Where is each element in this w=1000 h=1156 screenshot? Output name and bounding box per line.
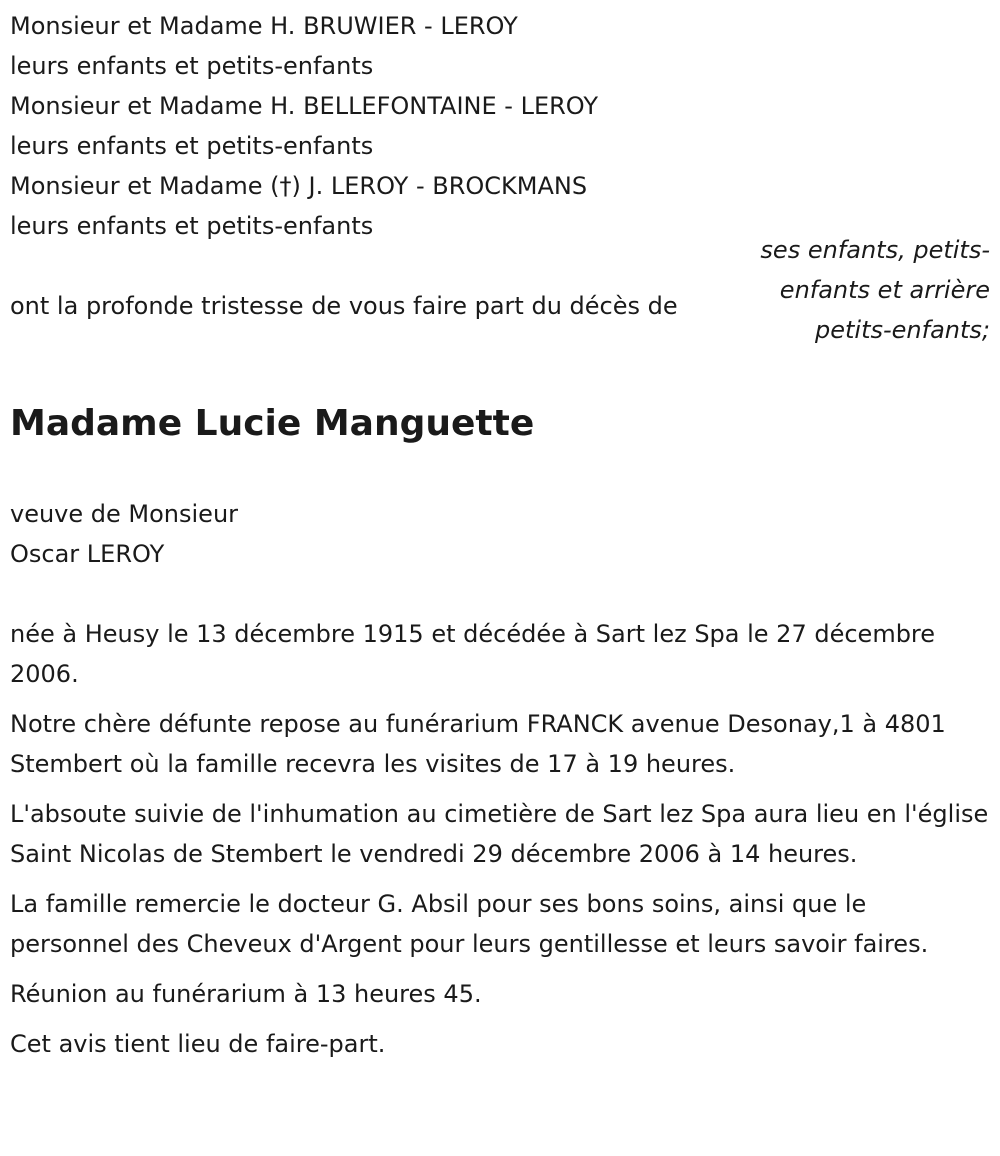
birth-death-dates: née à Heusy le 13 décembre 1915 et décédée à Sart lez Spa le 27 décembre 2006. <box>10 620 936 688</box>
funeral-home-info: Notre chère défunte repose au funérarium FRANCK avenue Desonay,1 à 4801 Stembert où la famille recevra les visites de 17 à 19 heures. <box>10 710 946 778</box>
descendants-line: ses enfants, petits- <box>760 236 990 264</box>
family-line: Monsieur et Madame H. BRUWIER - LEROY <box>10 12 518 40</box>
family-line: Monsieur et Madame H. BELLEFONTAINE - LEROY <box>10 92 599 120</box>
thanks-paragraph: La famille remercie le docteur G. Absil pour ses bons soins, ainsi que le personnel des Cheveux d'Argent pour leurs gentillesse et leurs savoir faires. <box>10 890 929 958</box>
closing-note: Cet avis tient lieu de faire-part. <box>10 1030 386 1058</box>
family-line: Monsieur et Madame (†) J. LEROY - BROCKMANS <box>10 172 588 200</box>
widow-of <box>10 494 238 574</box>
ceremony-info: L'absoute suivie de l'inhumation au cimetière de Sart lez Spa aura lieu en l'église Saint Nicolas de Stembert le vendredi 29 décembre 2006 à 14 heures. <box>10 800 989 868</box>
announcement-intro: ont la profonde tristesse de vous faire part du décès de <box>10 292 678 320</box>
widow-line: veuve de Monsieur <box>10 500 239 528</box>
descendants-line: petits-enfants; <box>815 316 990 344</box>
family-line: leurs enfants et petits-enfants <box>10 132 374 160</box>
family-line: leurs enfants et petits-enfants <box>10 212 374 240</box>
family-line: leurs enfants et petits-enfants <box>10 52 374 80</box>
descendants-note <box>740 230 990 350</box>
descendants-line: enfants et arrière <box>779 276 990 304</box>
spouse-name: Oscar LEROY <box>10 540 165 568</box>
deceased-name: Madame Lucie Manguette <box>10 403 535 444</box>
meeting-info: Réunion au funérarium à 13 heures 45. <box>10 980 482 1008</box>
family-list <box>10 6 598 246</box>
notice-body <box>10 614 990 1074</box>
